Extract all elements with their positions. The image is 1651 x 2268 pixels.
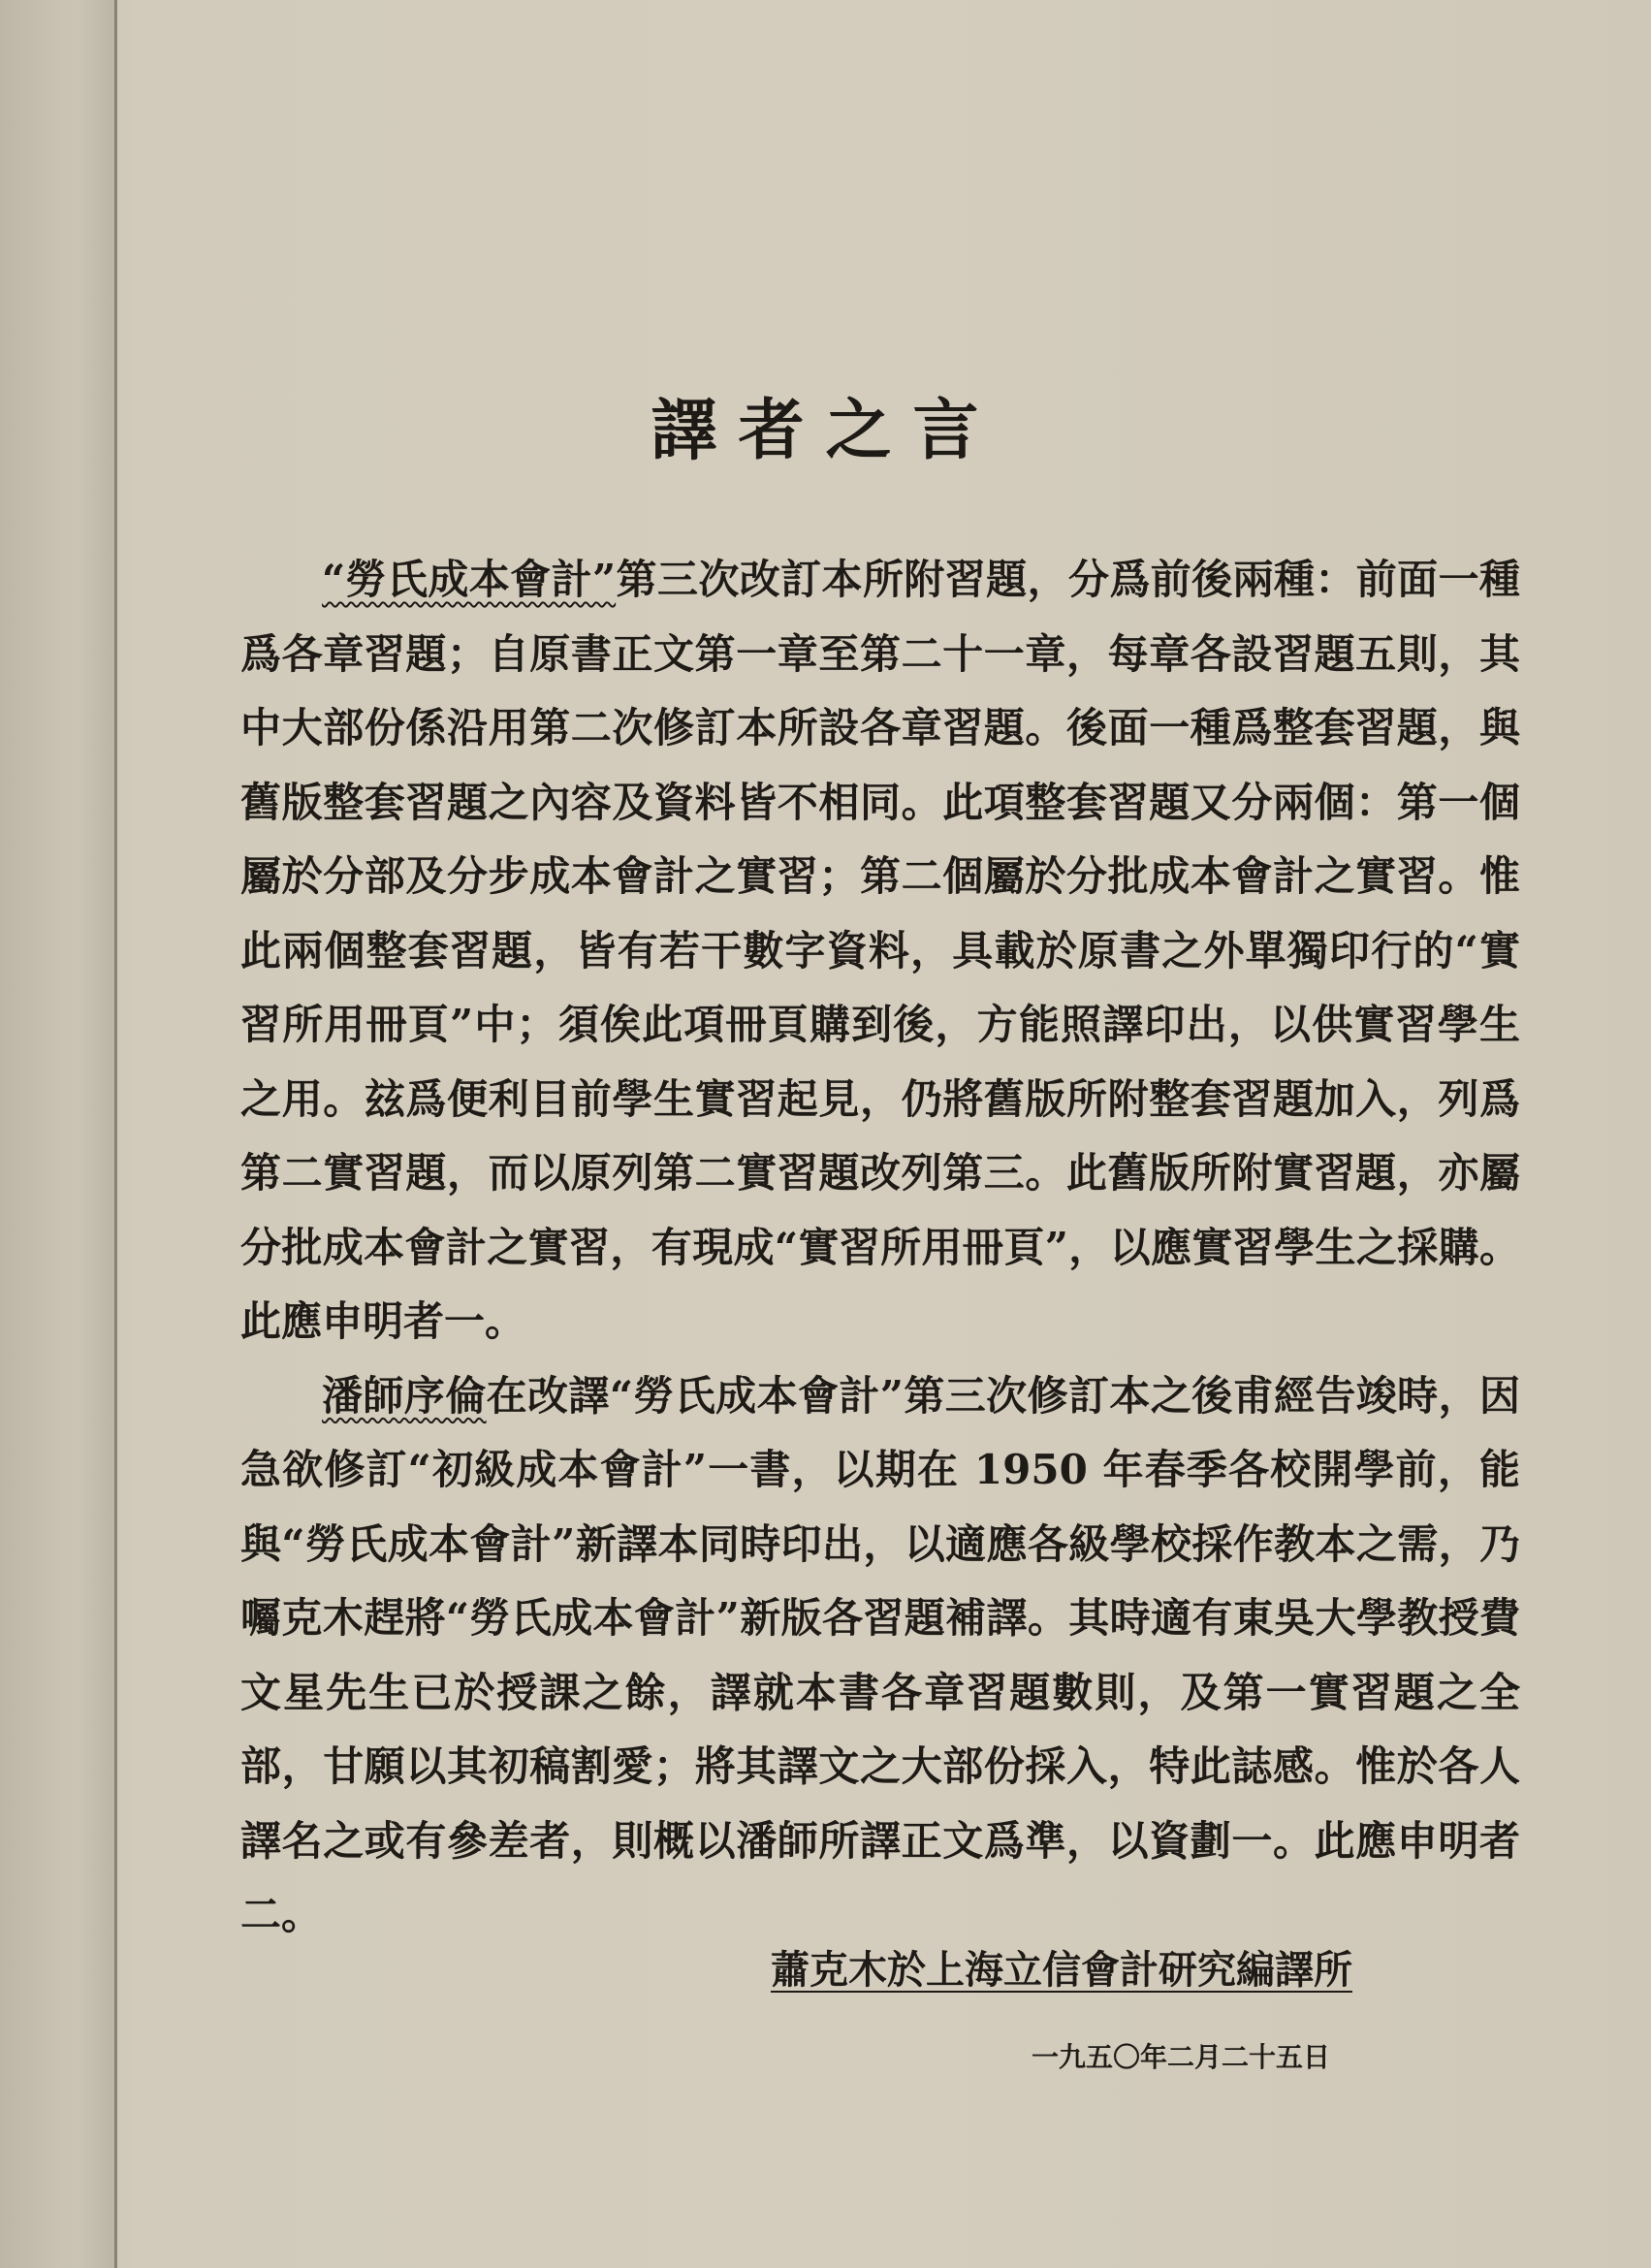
page-title: 譯者之言 xyxy=(651,392,1000,469)
date: 一九五〇年二月二十五日 xyxy=(1031,2041,1330,2073)
paragraph-2 xyxy=(240,1359,1520,1953)
binding-gutter-shadow xyxy=(78,0,116,2268)
paragraph-2-text: 在改譯“勞氏成本會計”第三次修訂本之後甫經告竣時，因急欲修訂“初級成本會計”一書，以期在 1950 年春季各校開學前，能與“勞氏成本會計”新譯本同時印出，以適應各級學校採作教本之需，乃囑克木趕將“勞氏成本會計”新版各習題補譯。其時適有東吳大學教授費文星先生已於授課之餘，譯就本書各章習題數則，及第一實習題之全部，甘願以其初稿割愛；將其譯文之大部份採入，特此誌感。惟於各人譯名之或有參差者，則概以潘師所譯正文爲準，以資劃一。此應申明者二。 xyxy=(240,1371,1520,1938)
paragraph-2-lead: 潘師序倫 xyxy=(322,1371,487,1420)
paragraph-1 xyxy=(240,543,1520,1359)
paragraph-1-text: 第三次改訂本所附習題，分爲前後兩種：前面一種爲各章習題；自原書正文第一章至第二十一章，每章各設習題五則，其中大部份係沿用第二次修訂本所設各章習題。後面一種爲整套習題，與舊版整套習題之內容及資料皆不相同。此項整套習題又分兩個：第一個屬於分部及分步成本會計之實習；第二個屬於分批成本會計之實習。惟此兩個整套習題，皆有若干數字資料，具載於原書之外單獨印行的“實習所用冊頁”中；須俟此項冊頁購到後，方能照譯印出，以供實習學生之用。玆爲便利目前學生實習起見，仍將舊版所附整套習題加入，列爲第二實習題，而以原列第二實習題改列第三。此舊版所附實習題，亦屬分批成本會計之實習，有現成“實習所用冊頁”，以應實習學生之採購。此應申明者一。 xyxy=(240,556,1520,1345)
paragraph-1-lead: “勞氏成本會計” xyxy=(322,556,617,603)
signature-text: 蕭克木於上海立信會計研究編譯所 xyxy=(771,1947,1352,1993)
signature xyxy=(0,1939,1352,1995)
body-text xyxy=(240,543,1520,1953)
binding-gutter-line xyxy=(114,0,117,2268)
